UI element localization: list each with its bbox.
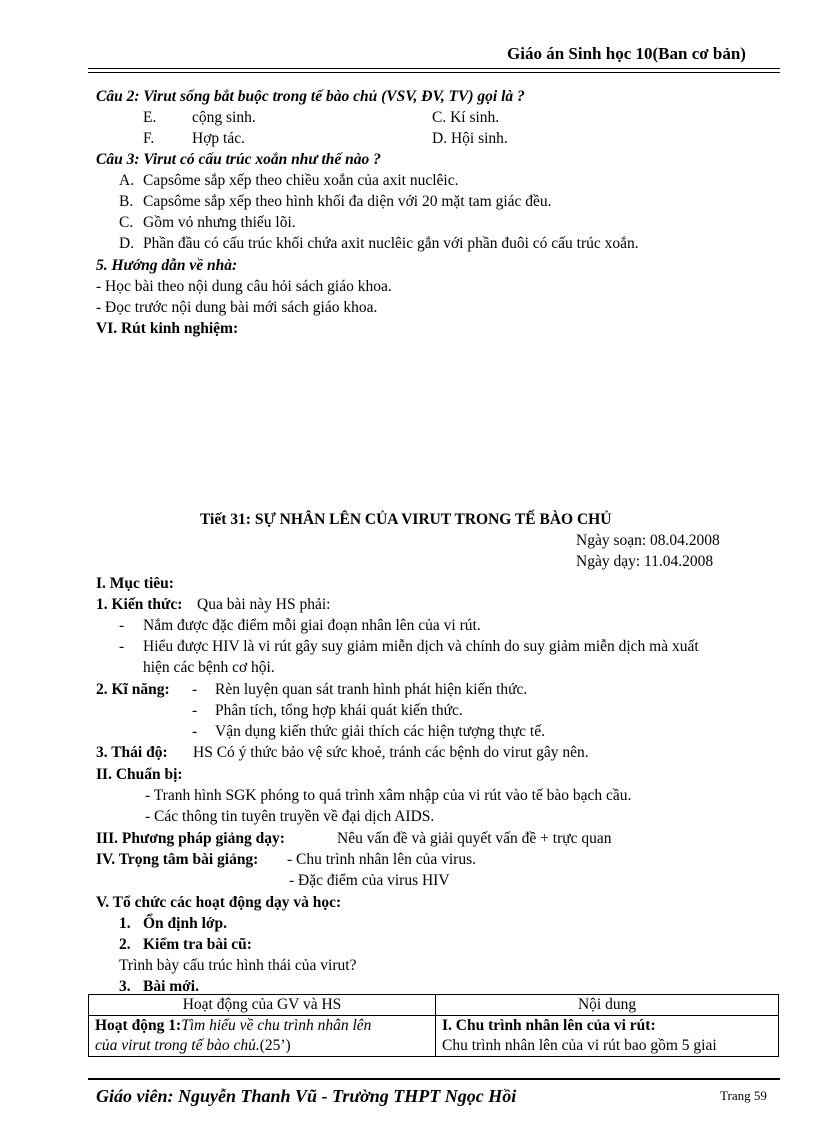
q3-option-d-text: Phần đầu có cấu trúc khối chứa axit nuclêic gắn với phần đuôi có cấu trúc xoắn.	[143, 235, 639, 252]
q3-option-b-letter: B.	[119, 193, 134, 210]
skills-label: 2. Kĩ năng:	[96, 681, 170, 698]
question-2: Câu 2: Virut sống bắt buộc trong tế bào chủ (VSV, ĐV, TV) gọi là ?	[96, 88, 525, 105]
review-question: Trình bày cấu trúc hình thái của virut?	[119, 957, 357, 974]
page-number: Trang 59	[720, 1088, 767, 1103]
activity-table	[88, 994, 779, 1057]
q3-option-c-letter: C.	[119, 214, 134, 231]
question-3: Câu 3: Virut có cấu trúc xoắn như thế nào ?	[96, 151, 381, 168]
q3-option-c-text: Gồm vỏ nhưng thiếu lõi.	[143, 214, 296, 231]
option-f-text: Hợp tác.	[192, 130, 245, 147]
attitude-text: HS Có ý thức bảo vệ sức khoẻ, tránh các bệnh do virut gây nên.	[193, 744, 589, 761]
table-header-activities: Hoạt động của GV và HS	[89, 995, 436, 1016]
knowledge-text: Qua bài này HS phải:	[197, 596, 331, 613]
skills-item-3: Vận dụng kiến thức giải thích các hiện tượng thực tế.	[215, 723, 545, 740]
knowledge-item-2: Hiểu được HIV là vi rút gây suy giảm miễn dịch và chính do suy giảm miễn dịch mà xuất	[143, 638, 699, 655]
knowledge-label: 1. Kiến thức:	[96, 596, 183, 613]
content-heading: I. Chu trình nhân lên của vi rút:	[442, 1017, 656, 1034]
activity-cell	[89, 1016, 436, 1057]
homework-title: 5. Hướng dẫn về nhà:	[96, 257, 238, 274]
header-title: Giáo án Sinh học 10(Ban cơ bản)	[507, 44, 746, 63]
knowledge-item-1: Nắm được đặc điểm mỗi giai đoạn nhân lên của vi rút.	[143, 617, 481, 634]
dash-bullet: -	[119, 617, 125, 634]
org-item-1: Ổn định lớp.	[143, 915, 227, 932]
option-d: D. Hội sinh.	[432, 130, 508, 147]
option-e-letter: E.	[143, 109, 157, 126]
table-row	[89, 1016, 779, 1057]
method-text: Nêu vấn đề và giải quyết vấn đề + trực quan	[337, 830, 612, 847]
dash-bullet: -	[192, 702, 198, 719]
preparation-heading: II. Chuẩn bị:	[96, 766, 183, 783]
method-label: III. Phương pháp giảng dạy:	[96, 830, 285, 847]
dash-bullet: -	[192, 723, 198, 740]
option-e-text: cộng sinh.	[192, 109, 256, 126]
org-item-3: Bài mới.	[143, 978, 199, 995]
header-rule	[88, 68, 780, 69]
experience-title: VI. Rút kinh nghiệm:	[96, 320, 239, 337]
focus-label: IV. Trọng tâm bài giảng:	[96, 851, 259, 868]
org-num-2: 2.	[119, 936, 131, 953]
activity-label: Hoạt động 1:	[95, 1017, 182, 1034]
content-text: Chu trình nhân lên của vi rút bao gồm 5 giai	[442, 1037, 717, 1054]
header-rule-thin	[88, 72, 780, 73]
prep-item-1: - Tranh hình SGK phóng to quá trình xâm nhập của vi rút vào tế bào bạch cầu.	[145, 787, 632, 804]
q3-option-a-text: Capsôme sắp xếp theo chiều xoắn của axit nuclêic.	[143, 172, 459, 189]
homework-item-2: - Đọc trước nội dung bài mới sách giáo khoa.	[96, 299, 378, 316]
table-header-row	[89, 995, 779, 1016]
q3-option-d-letter: D.	[119, 235, 135, 252]
content-cell	[436, 1016, 779, 1057]
table-header-content: Nội dung	[436, 995, 779, 1016]
option-c: C. Kí sinh.	[432, 109, 500, 126]
activity-title-cont: của virut trong tế bào chủ.	[95, 1037, 260, 1054]
dash-bullet: -	[192, 681, 198, 698]
org-num-1: 1.	[119, 915, 131, 932]
skills-item-2: Phân tích, tổng hợp khái quát kiến thức.	[215, 702, 463, 719]
org-item-2: Kiểm tra bài cũ:	[143, 936, 252, 953]
footer-rule	[88, 1078, 780, 1080]
q3-option-a-letter: A.	[119, 172, 135, 189]
date-prepared: Ngày soạn: 08.04.2008	[576, 532, 720, 549]
focus-item-1: - Chu trình nhân lên của virus.	[287, 851, 476, 868]
q3-option-b-text: Capsôme sắp xếp theo hình khối đa diện với 20 mặt tam giác đều.	[143, 193, 552, 210]
activity-time: (25’)	[259, 1037, 291, 1054]
skills-item-1: Rèn luyện quan sát tranh hình phát hiện kiến thức.	[215, 681, 528, 698]
dash-bullet: -	[119, 638, 125, 655]
lesson-title: Tiết 31: SỰ NHÂN LÊN CỦA VIRUT TRONG TẾ BÀO CHỦ	[200, 511, 612, 528]
org-num-3: 3.	[119, 978, 131, 995]
focus-item-2: - Đặc điểm của virus HIV	[289, 872, 450, 889]
objectives-heading: I. Mục tiêu:	[96, 575, 174, 592]
option-f-letter: F.	[143, 130, 155, 147]
footer-teacher: Giáo viên: Nguyễn Thanh Vũ - Trường THPT Ngọc Hồi	[96, 1086, 517, 1106]
attitude-label: 3. Thái độ:	[96, 744, 168, 761]
activity-title: Tìm hiểu về chu trình nhân lên	[181, 1017, 372, 1034]
knowledge-item-2-cont: hiện các bệnh cơ hội.	[143, 659, 275, 676]
date-taught: Ngày dạy: 11.04.2008	[576, 553, 714, 570]
organization-heading: V. Tổ chức các hoạt động dạy và học:	[96, 894, 342, 911]
homework-item-1: - Học bài theo nội dung câu hỏi sách giáo khoa.	[96, 278, 392, 295]
prep-item-2: - Các thông tin tuyên truyền về đại dịch AIDS.	[145, 808, 435, 825]
